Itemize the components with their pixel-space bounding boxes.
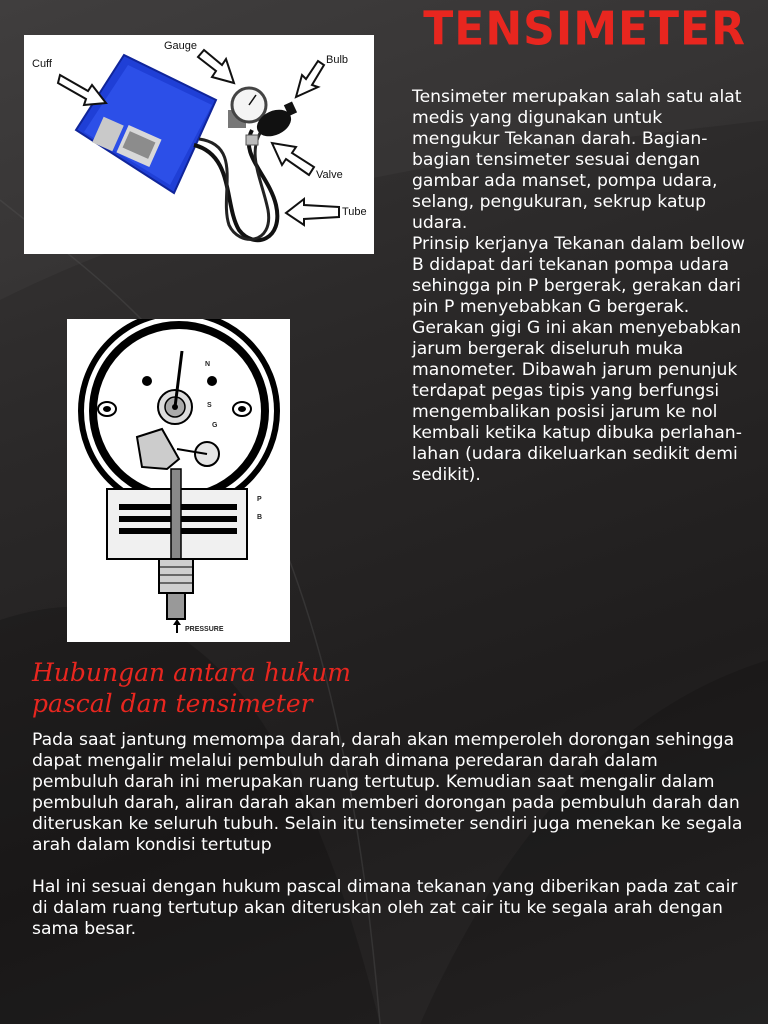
bulb-label: Bulb	[326, 54, 349, 66]
diagram-label-pressure: PRESSURE	[185, 626, 224, 633]
working-principle-paragraph: Prinsip kerjanya Tekanan dalam bellow B didapat dari tekanan pompa udara sehingga pin P bergerak, gerakan dari pin P menyebabkan G bergerak. Gerakan gigi G ini akan menyebabkan jarum bergerak diseluruh muka manometer. Dibawah jarum penunjuk terdapat pegas tipis yang berfungsi mengembalikan posisi jarum ke nol kembali ketika katup dibuka perlahan-lahan (udara dikeluarkan sedikit demi sedikit).	[412, 234, 745, 485]
pascal-relation-text	[32, 730, 747, 940]
tensimeter-description	[412, 87, 752, 486]
valve-label: Valve	[316, 169, 343, 181]
page-title: TENSIMETER	[423, 2, 746, 57]
gauge-mechanism-diagram	[67, 319, 290, 642]
cuff-label: Cuff	[32, 58, 52, 70]
diagram-label-p: P	[257, 496, 262, 503]
gauge-label: Gauge	[164, 40, 198, 52]
tensimeter-photo	[24, 35, 374, 254]
tube-label: Tube	[342, 206, 367, 218]
diagram-label-s: S	[207, 402, 212, 409]
body-paragraph: Hal ini sesuai dengan hukum pascal dimana tekanan yang diberikan pada zat cair di dalam ruang tertutup akan diteruskan oleh zat cair itu ke segala arah dengan sama besar.	[32, 877, 738, 939]
body-paragraph: Pada saat jantung memompa darah, darah akan memperoleh dorongan sehingga dapat mengalir melalui pembuluh darah dimana peredaran darah dalam pembuluh darah ini merupakan ruang tertutup. Kemudian saat mengalir dalam pembuluh darah, aliran darah akan memberi dorongan pada pembuluh darah dan diteruskan ke seluruh tubuh. Selain itu tensimeter sendiri juga menekan ke segala arah dalam kondisi tertutup	[32, 730, 743, 855]
diagram-label-b: B	[257, 514, 263, 521]
diagram-label-g: G	[212, 422, 218, 429]
description-paragraph: Tensimeter merupakan salah satu alat medis yang digunakan untuk mengukur Tekanan darah. Bagian-bagian tensimeter sesuai dengan gambar ada manset, pompa udara, selang, pengukuran, sekrup katup udara.	[412, 87, 742, 233]
diagram-label-n: N	[205, 361, 211, 368]
section-heading: Hubungan antara hukum pascal dan tensimeter	[32, 658, 351, 718]
